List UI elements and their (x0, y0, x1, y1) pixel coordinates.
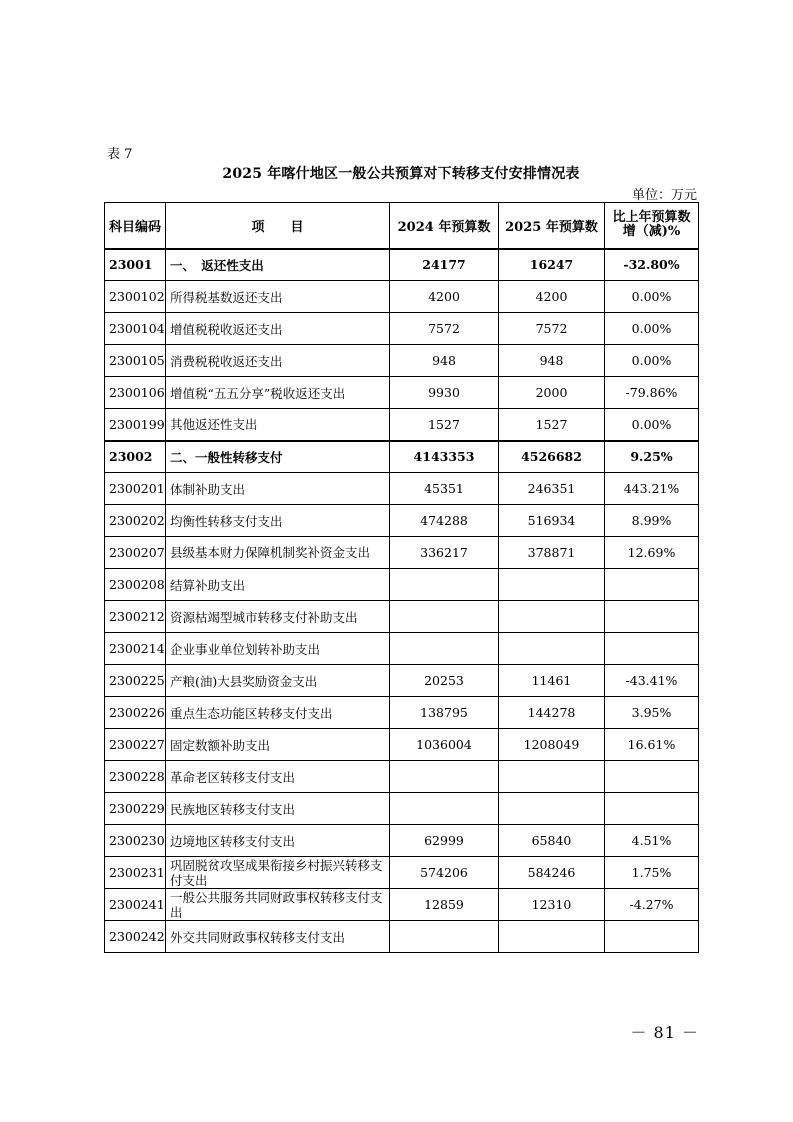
budget-2025-cell: 378871 (499, 537, 605, 569)
change-percent-cell: 0.00% (605, 409, 699, 441)
table-row (105, 537, 699, 569)
change-percent-cell: 443.21% (605, 473, 699, 505)
change-percent-cell (605, 569, 699, 601)
item-name-cell: 边境地区转移支付支出 (166, 825, 390, 857)
code-cell: 2300212 (105, 601, 166, 633)
change-percent-cell: 12.69% (605, 537, 699, 569)
table-row (105, 377, 699, 409)
table-row (105, 249, 699, 281)
code-cell: 2300231 (105, 857, 166, 889)
table-body (105, 249, 699, 953)
budget-2024-cell: 336217 (390, 537, 499, 569)
budget-2024-cell (390, 601, 499, 633)
table-row (105, 921, 699, 953)
table-row (105, 633, 699, 665)
code-cell: 2300230 (105, 825, 166, 857)
budget-2024-cell: 474288 (390, 505, 499, 537)
change-percent-cell (605, 601, 699, 633)
table-row (105, 345, 699, 377)
budget-2025-cell: 16247 (499, 249, 605, 281)
table-row (105, 857, 699, 889)
item-name-cell: 所得税基数返还支出 (166, 281, 390, 313)
budget-2024-cell: 138795 (390, 697, 499, 729)
budget-2025-cell: 2000 (499, 377, 605, 409)
code-cell: 2300199 (105, 409, 166, 441)
budget-2025-cell (499, 601, 605, 633)
budget-2024-cell: 20253 (390, 665, 499, 697)
budget-2024-cell: 4200 (390, 281, 499, 313)
budget-2025-cell: 246351 (499, 473, 605, 505)
table-row (105, 441, 699, 473)
table-row (105, 313, 699, 345)
budget-2024-cell: 24177 (390, 249, 499, 281)
budget-2024-cell: 1036004 (390, 729, 499, 761)
item-name-cell: 其他返还性支出 (166, 409, 390, 441)
budget-2024-cell: 574206 (390, 857, 499, 889)
code-cell: 2300226 (105, 697, 166, 729)
budget-2025-cell: 7572 (499, 313, 605, 345)
code-cell: 2300227 (105, 729, 166, 761)
budget-2024-cell (390, 761, 499, 793)
budget-table (104, 202, 699, 953)
item-name-cell: 固定数额补助支出 (166, 729, 390, 761)
change-percent-cell (605, 921, 699, 953)
budget-2025-cell (499, 569, 605, 601)
code-cell: 2300202 (105, 505, 166, 537)
header-change-percent: 比上年预算数增（减)% (605, 203, 699, 249)
budget-2024-cell: 1527 (390, 409, 499, 441)
change-percent-cell (605, 633, 699, 665)
item-name-cell: 一、 返还性支出 (166, 249, 390, 281)
table-row (105, 793, 699, 825)
budget-2025-cell: 584246 (499, 857, 605, 889)
item-name-cell: 增值税税收返还支出 (166, 313, 390, 345)
table-header-row (105, 203, 699, 249)
table-row (105, 409, 699, 441)
budget-2025-cell: 11461 (499, 665, 605, 697)
budget-2024-cell (390, 921, 499, 953)
change-percent-cell: -79.86% (605, 377, 699, 409)
unit-label: 单位：万元 (631, 188, 697, 203)
header-item: 项 目 (166, 203, 390, 249)
budget-2024-cell: 62999 (390, 825, 499, 857)
code-cell: 2300241 (105, 889, 166, 921)
item-name-cell: 县级基本财力保障机制奖补资金支出 (166, 537, 390, 569)
change-percent-cell (605, 761, 699, 793)
item-name-cell: 外交共同财政事权转移支付支出 (166, 921, 390, 953)
budget-2025-cell: 12310 (499, 889, 605, 921)
budget-2025-cell: 4526682 (499, 441, 605, 473)
item-name-cell: 均衡性转移支付支出 (166, 505, 390, 537)
budget-2024-cell: 948 (390, 345, 499, 377)
code-cell: 2300207 (105, 537, 166, 569)
budget-2025-cell (499, 793, 605, 825)
code-cell: 23002 (105, 441, 166, 473)
table-row (105, 729, 699, 761)
budget-2025-cell: 948 (499, 345, 605, 377)
item-name-cell: 消费税税收返还支出 (166, 345, 390, 377)
page-number: － 81 － (630, 1023, 699, 1042)
change-percent-cell: -43.41% (605, 665, 699, 697)
budget-2024-cell: 45351 (390, 473, 499, 505)
change-percent-cell: -32.80% (605, 249, 699, 281)
budget-2025-cell (499, 921, 605, 953)
item-name-cell: 重点生态功能区转移支付支出 (166, 697, 390, 729)
change-percent-cell: 8.99% (605, 505, 699, 537)
header-2025-budget: 2025 年预算数 (499, 203, 605, 249)
budget-2025-cell (499, 633, 605, 665)
item-name-cell: 企业事业单位划转补助支出 (166, 633, 390, 665)
item-name-cell: 巩固脱贫攻坚成果衔接乡村振兴转移支付支出 (166, 857, 390, 889)
code-cell: 2300229 (105, 793, 166, 825)
budget-2024-cell (390, 633, 499, 665)
code-cell: 2300106 (105, 377, 166, 409)
header-code: 科目编码 (105, 203, 166, 249)
budget-2025-cell: 1527 (499, 409, 605, 441)
table-row (105, 601, 699, 633)
budget-2024-cell: 9930 (390, 377, 499, 409)
change-percent-cell: 9.25% (605, 441, 699, 473)
change-percent-cell: 1.75% (605, 857, 699, 889)
item-name-cell: 增值税“五五分享”税收返还支出 (166, 377, 390, 409)
budget-2025-cell: 516934 (499, 505, 605, 537)
item-name-cell: 二、一般性转移支付 (166, 441, 390, 473)
document-title: 2025 年喀什地区一般公共预算对下转移支付安排情况表 (222, 166, 580, 182)
budget-2024-cell: 4143353 (390, 441, 499, 473)
item-name-cell: 一般公共服务共同财政事权转移支付支出 (166, 889, 390, 921)
change-percent-cell: 0.00% (605, 281, 699, 313)
table-label: 表 7 (107, 147, 133, 162)
table-row (105, 505, 699, 537)
budget-2025-cell (499, 761, 605, 793)
budget-2025-cell: 65840 (499, 825, 605, 857)
item-name-cell: 资源枯竭型城市转移支付补助支出 (166, 601, 390, 633)
change-percent-cell: 16.61% (605, 729, 699, 761)
change-percent-cell (605, 793, 699, 825)
change-percent-cell: 0.00% (605, 345, 699, 377)
code-cell: 2300104 (105, 313, 166, 345)
table-row (105, 889, 699, 921)
item-name-cell: 产粮(油)大县奖励资金支出 (166, 665, 390, 697)
change-percent-cell: -4.27% (605, 889, 699, 921)
item-name-cell: 民族地区转移支付支出 (166, 793, 390, 825)
item-name-cell: 体制补助支出 (166, 473, 390, 505)
code-cell: 2300214 (105, 633, 166, 665)
table-row (105, 665, 699, 697)
code-cell: 2300225 (105, 665, 166, 697)
budget-2024-cell (390, 569, 499, 601)
budget-2025-cell: 4200 (499, 281, 605, 313)
header-2024-budget: 2024 年预算数 (390, 203, 499, 249)
change-percent-cell: 4.51% (605, 825, 699, 857)
change-percent-cell: 3.95% (605, 697, 699, 729)
budget-2025-cell: 144278 (499, 697, 605, 729)
code-cell: 2300201 (105, 473, 166, 505)
table-row (105, 825, 699, 857)
table-row (105, 761, 699, 793)
budget-2024-cell: 7572 (390, 313, 499, 345)
code-cell: 2300105 (105, 345, 166, 377)
budget-2025-cell: 1208049 (499, 729, 605, 761)
code-cell: 2300228 (105, 761, 166, 793)
change-percent-cell: 0.00% (605, 313, 699, 345)
item-name-cell: 结算补助支出 (166, 569, 390, 601)
table-row (105, 697, 699, 729)
code-cell: 23001 (105, 249, 166, 281)
code-cell: 2300242 (105, 921, 166, 953)
budget-2024-cell (390, 793, 499, 825)
table-row (105, 473, 699, 505)
table-row (105, 569, 699, 601)
code-cell: 2300102 (105, 281, 166, 313)
item-name-cell: 革命老区转移支付支出 (166, 761, 390, 793)
code-cell: 2300208 (105, 569, 166, 601)
budget-2024-cell: 12859 (390, 889, 499, 921)
table-row (105, 281, 699, 313)
